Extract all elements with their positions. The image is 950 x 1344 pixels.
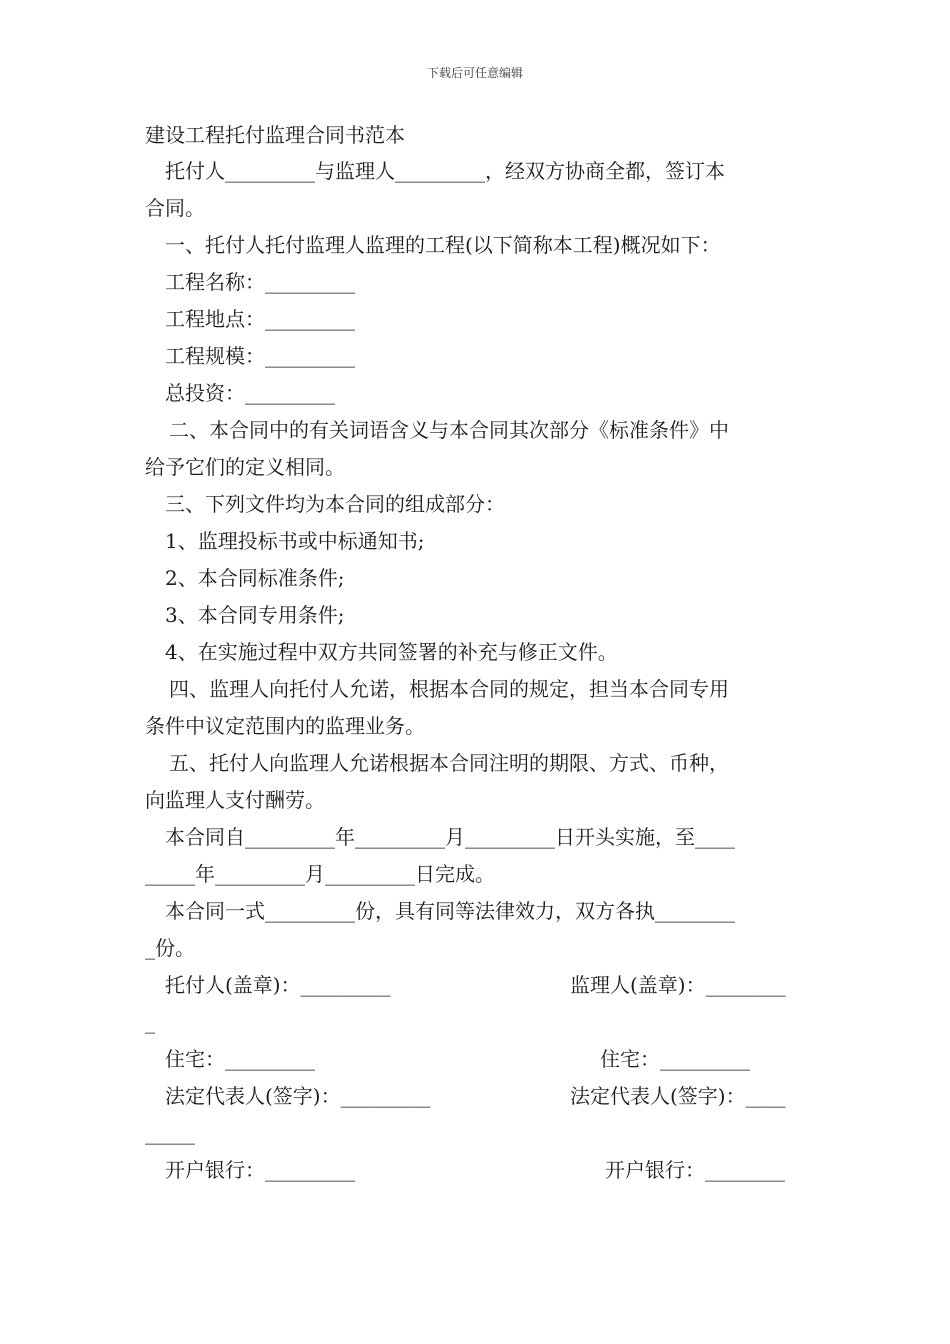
client-address-field: 住宅：_________: [165, 1047, 315, 1071]
list-item: 3、本合同专用条件;: [165, 603, 345, 627]
document-title: 建设工程托付监理合同书范本: [145, 123, 405, 147]
paragraph-parties-cont: 合同。: [145, 196, 205, 220]
client-rep-field: 法定代表人(签字)：_________: [165, 1084, 431, 1108]
client-seal-field: 托付人(盖章)：_________: [165, 973, 391, 997]
clause-four-cont: 条件中议定范围内的监理业务。: [145, 714, 425, 738]
paragraph-parties: 托付人_________与监理人_________，经双方协商全都，签订本: [165, 159, 725, 183]
clause-four: 四、监理人向托付人允诺，根据本合同的规定，担当本合同专用: [169, 677, 729, 701]
client-bank-field: 开户银行：_________: [165, 1158, 355, 1182]
supervisor-rep-field: 法定代表人(签字)：____: [570, 1084, 786, 1108]
list-item: 2、本合同标准条件;: [165, 566, 345, 590]
supervisor-bank-field: 开户银行：________: [605, 1158, 785, 1182]
clause-two: 二、本合同中的有关词语含义与本合同其次部分《标准条件》中: [169, 418, 729, 442]
clause-five: 五、托付人向监理人允诺根据本合同注明的期限、方式、币种，: [169, 751, 729, 775]
clause-three-heading: 三、下列文件均为本合同的组成部分：: [165, 492, 505, 516]
supervisor-address-field: 住宅：_________: [600, 1047, 750, 1071]
list-item: 1、监理投标书或中标通知书;: [165, 529, 425, 553]
signature-rep-row: [145, 1078, 807, 1115]
contract-body: [145, 153, 807, 1189]
clause-five-cont: 向监理人支付酬劳。: [145, 788, 325, 812]
term-dates: 本合同自_________年_________月_________日开头实施，至____: [165, 825, 735, 849]
field-project-name: 工程名称：_________: [165, 270, 355, 294]
supervisor-rep-wrap: _____: [145, 1121, 195, 1145]
clause-two-cont: 给予它们的定义相同。: [145, 455, 345, 479]
copies-clause: 本合同一式_________份，具有同等法律效力，双方各执________: [165, 899, 735, 923]
signature-address-row: [145, 1041, 807, 1078]
page-header-note: 下载后可任意编辑: [426, 66, 523, 80]
signature-bank-row: [145, 1152, 807, 1189]
copies-clause-cont: _份。: [145, 936, 195, 960]
field-project-location: 工程地点：_________: [165, 307, 355, 331]
clause-one-heading: 一、托付人托付监理人监理的工程(以下简称本工程)概况如下：: [165, 233, 721, 257]
field-project-scale: 工程规模：_________: [165, 344, 355, 368]
list-item: 4、在实施过程中双方共同签署的补充与修正文件。: [165, 640, 618, 664]
field-total-investment: 总投资：_________: [165, 381, 335, 405]
supervisor-seal-wrap: _: [145, 1010, 155, 1034]
supervisor-seal-field: 监理人(盖章)：________: [570, 973, 786, 997]
signature-seal-row: [145, 967, 807, 1004]
term-dates-cont: _____年_________月_________日完成。: [145, 862, 495, 886]
